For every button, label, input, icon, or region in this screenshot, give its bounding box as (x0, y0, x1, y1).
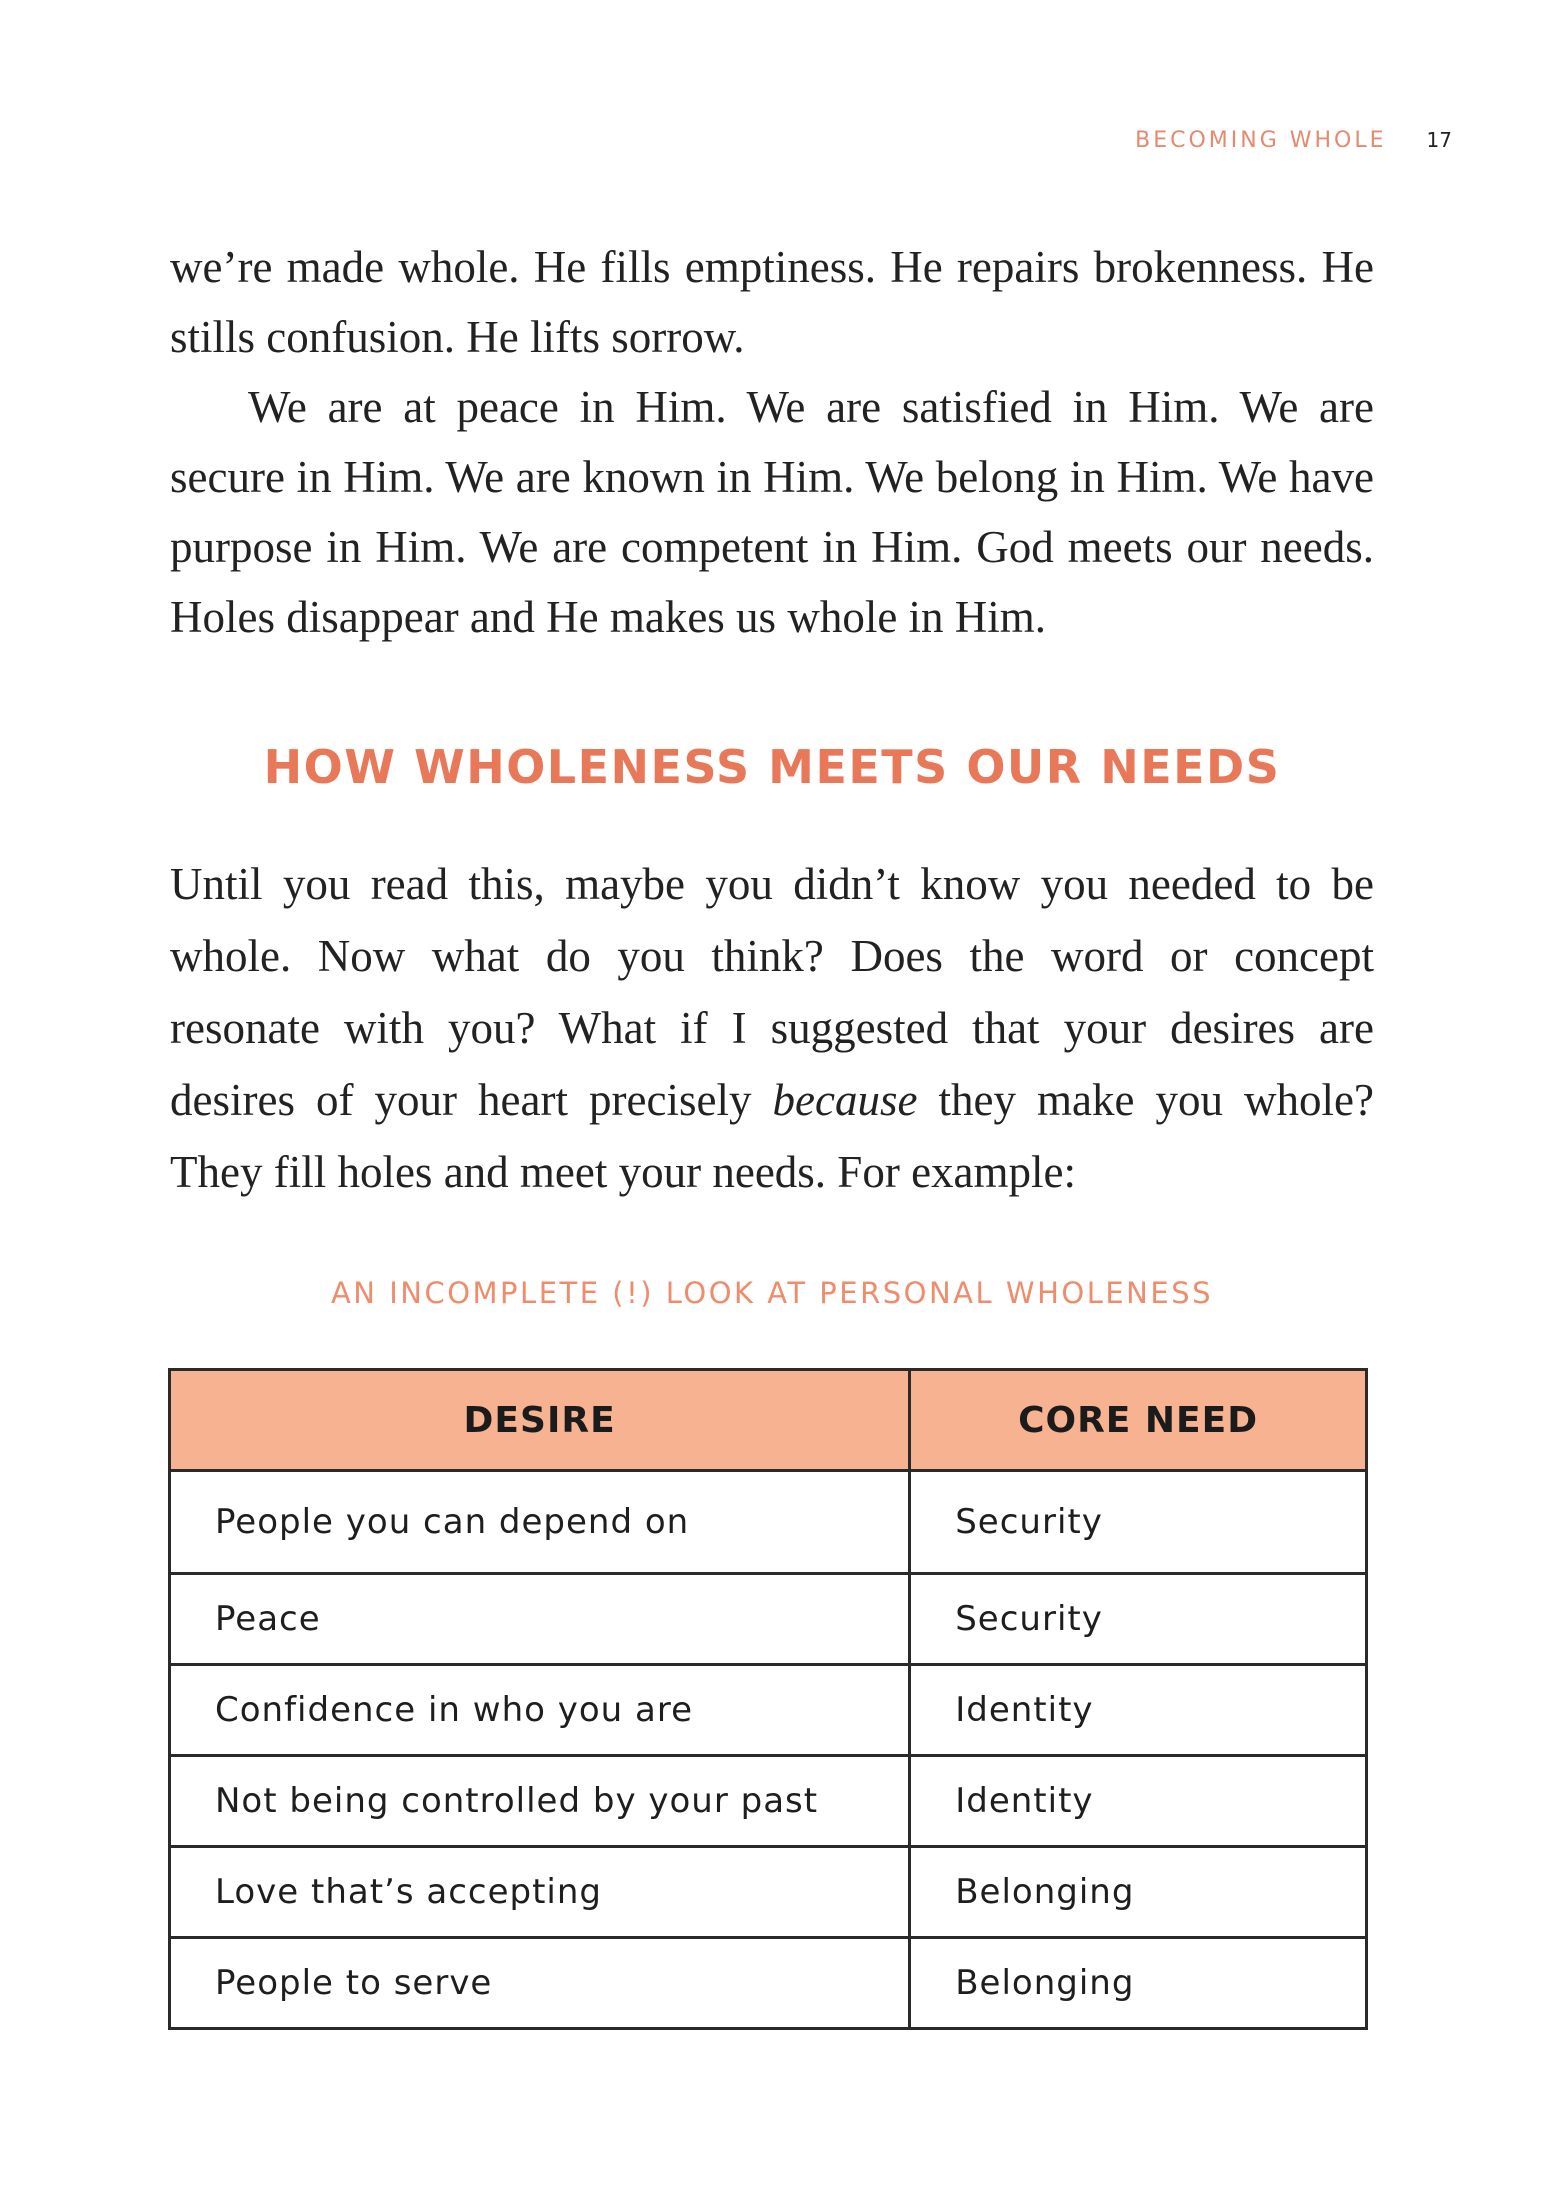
intro-text (170, 232, 1374, 652)
table-row (170, 1847, 1367, 1938)
table-row (170, 1756, 1367, 1847)
intro-line: we’re made whole. He fills emptiness. He repairs brokenness. He stills confusion. He lifts sorrow. (170, 242, 1374, 362)
desire-cell: Confidence in who you are (170, 1665, 910, 1756)
desire-cell: People you can depend on (170, 1471, 910, 1574)
running-title: BECOMING WHOLE (1135, 128, 1387, 153)
section-paragraph-start: Until you read this, maybe you didn’t know you needed to be whole. Now what do you think? Does the word or concept resonate with you? What if I suggested that your desires are desires of your heart precisely (170, 859, 1374, 1125)
desire-cell: Love that’s accepting (170, 1847, 910, 1938)
desire-cell: Not being controlled by your past (170, 1756, 910, 1847)
core-need-cell: Belonging (910, 1938, 1367, 2029)
desire-cell: Peace (170, 1574, 910, 1665)
table-header-row (170, 1370, 1367, 1471)
section-heading: HOW WHOLENESS MEETS OUR NEEDS (263, 740, 1281, 794)
header-desire: DESIRE (170, 1370, 910, 1471)
table-caption: AN INCOMPLETE (!) LOOK AT PERSONAL WHOLENESS (330, 1276, 1214, 1310)
running-header (1135, 128, 1452, 153)
table-row (170, 1574, 1367, 1665)
section-paragraph (170, 848, 1374, 1208)
header-core-need: CORE NEED (910, 1370, 1367, 1471)
desire-cell: People to serve (170, 1938, 910, 2029)
section-paragraph-italic: because (772, 1075, 918, 1125)
table-row (170, 1665, 1367, 1756)
core-need-cell: Belonging (910, 1847, 1367, 1938)
core-need-cell: Identity (910, 1756, 1367, 1847)
table-row (170, 1471, 1367, 1574)
intro-paragraph: We are at peace in Him. We are satisfied in Him. We are secure in Him. We are known in Him. We belong in Him. We have purpose in Him. We are competent in Him. God meets our needs. Holes disappear and He makes us whole in Him. (170, 382, 1374, 642)
section-paragraph-end: they make you whole? They fill holes and meet your needs. For example: (170, 1075, 1374, 1197)
table-row (170, 1938, 1367, 2029)
page-number: 17 (1426, 128, 1452, 152)
wholeness-table (168, 1368, 1368, 2030)
core-need-cell: Security (910, 1471, 1367, 1574)
core-need-cell: Security (910, 1574, 1367, 1665)
core-need-cell: Identity (910, 1665, 1367, 1756)
